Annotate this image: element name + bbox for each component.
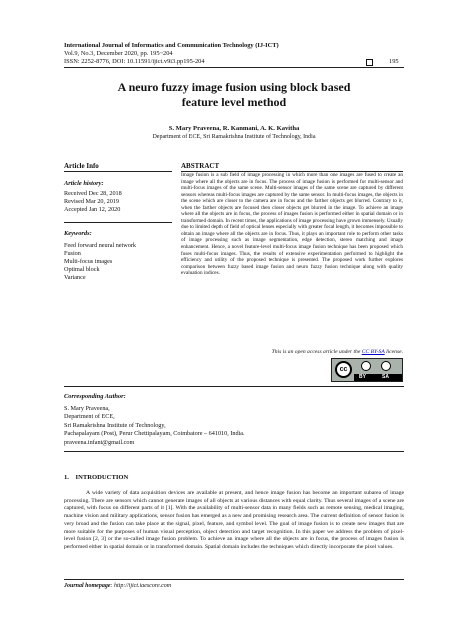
journal-name: International Journal of Informatics and Communication Technology (IJ-ICT) bbox=[64, 42, 279, 49]
title-line-2: feature level method bbox=[181, 94, 287, 109]
keyword: Optimal block bbox=[64, 266, 100, 273]
corresponding-top-rule bbox=[64, 386, 404, 387]
keyword: Fusion bbox=[64, 250, 81, 257]
introduction-text: A wide variety of data acquisition devices are available at present, and hence image fusion has become an important subarea of image processing. There are sensors which cannot generate images of all objects at various distances with equal clarity. Thus several images of a scene are captured, with focus on different parts of it [1]. With the availability of multi-sensor data in many fields such as remote sensing, medical imaging, machine vision and military applications, sensor fusion has emerged as a new and promising research area. The current definition of sensor fusion is very broad and the fusion can take place at the signal, pixel, feature, and symbol level. The goal of image fusion is to create new images that are more suitable for the purposes of human visual perception, object detection and target recognition. In this paper we address the problem of pixel-level fusion [2, 3] or the so-called image fusion problem. To achieve an image where all the objects are in focus, the process of images fusion is performed either in spatial domain or in transformed domain. Spatial domain includes the techniques which directly incorporate the pixel values. bbox=[64, 490, 404, 550]
author-department: Department of ECE, bbox=[64, 413, 115, 421]
introduction-heading: 1. INTRODUCTION bbox=[64, 474, 129, 481]
author-email[interactable]: praveena.infant@gmail.com bbox=[64, 438, 135, 446]
corresponding-heading: Corresponding Author: bbox=[64, 393, 126, 400]
corresponding-details bbox=[64, 405, 245, 447]
square-icon bbox=[366, 59, 373, 66]
corresponding-bottom-rule bbox=[64, 451, 404, 452]
authors: S. Mary Praveena, R. Kanmani, A. K. Kavitha bbox=[168, 125, 300, 132]
accepted-date: Accepted Jan 12, 2020 bbox=[64, 206, 121, 213]
keywords-list bbox=[64, 242, 136, 282]
cc-license-badge[interactable] bbox=[331, 358, 403, 382]
homepage-url[interactable]: : http://ijict.iaescore.com bbox=[110, 583, 172, 589]
affiliation: Department of ECE, Sri Ramakrishna Institute of Technology, India bbox=[152, 134, 316, 140]
keyword: Multi-focus images bbox=[64, 258, 113, 265]
homepage-label: Journal homepage bbox=[64, 583, 111, 589]
author-institute: Sri Ramakrishna Institute of Technology, bbox=[64, 421, 166, 429]
author-address: Pachapalayam (Post), Perur Chettipalayam, Coimbatore – 641010, India. bbox=[64, 430, 245, 438]
cc-logo-icon: cc bbox=[335, 361, 352, 378]
person-icon bbox=[361, 361, 371, 371]
journal-volume: Vol.9, No.3, December 2020, pp. 195~204 bbox=[64, 50, 173, 57]
article-history bbox=[64, 190, 122, 214]
page-number: 195 bbox=[389, 58, 399, 65]
history-rule bbox=[64, 222, 172, 223]
by-label: BY bbox=[359, 374, 366, 380]
revised-date: Revised Mar 20, 2019 bbox=[64, 198, 119, 205]
license-suffix: license. bbox=[384, 349, 403, 355]
share-alike-icon bbox=[381, 361, 391, 371]
keyword: Feed forward neural network bbox=[64, 242, 136, 249]
license-note bbox=[181, 349, 403, 355]
abstract-heading: ABSTRACT bbox=[181, 162, 220, 170]
received-date: Received Dec 28, 2018 bbox=[64, 190, 122, 197]
paper-title bbox=[64, 80, 404, 109]
history-label: Article history: bbox=[64, 180, 104, 187]
license-prefix: This is an open access article under the bbox=[271, 349, 362, 355]
keywords-label: Keywords: bbox=[64, 230, 92, 237]
article-info-rule bbox=[64, 171, 172, 172]
footer-rule bbox=[64, 579, 404, 580]
journal-homepage bbox=[64, 583, 171, 589]
article-info-heading: Article Info bbox=[64, 162, 99, 170]
keyword: Variance bbox=[64, 274, 86, 281]
license-link[interactable]: CC BY-SA bbox=[361, 349, 385, 355]
author-name: S. Mary Praveena, bbox=[64, 405, 110, 412]
header-rule bbox=[64, 67, 404, 68]
journal-issn: ISSN: 2252-8776, DOI: 10.11591/ijict.v9i3.pp195-204 bbox=[64, 58, 205, 65]
sa-label: SA bbox=[382, 374, 389, 380]
title-line-1: A neuro fuzzy image fusion using block based bbox=[117, 80, 351, 94]
abstract-text: Image fusion is a sub field of image processing in which more than one images are fused to create an image where all the objects are in focus. The process of image fusion is performed for multi-sensor and multi-focus images of the same scene. Multi-sensor images of the same scene are captured by different sensors whereas multi-focus images are captured by the same sensor. In multi-focus images, the objects in the scene which are closer to the camera are in focus and the farther objects get blurred. Contrary to it, when the farther objects are focused then closer objects get blurred in the image. To achieve an image where all the objects are in focus, the process of images fusion is performed either in spatial domain or in transformed domain. In recent times, the applications of image processing have grown immensely. Usually due to limited depth of field of optical lenses especially with greater focal length, it becomes impossible to obtain an image where all the objects are in focus. Thus, it plays an important role to perform other tasks of image processing such as image segmentation, edge detection, stereo matching and image enhancement. Hence, a novel feature-level multi-focus image fusion technique has been proposed which fuses multi-focus images. Thus, the results of extensive experimentation performed to highlight the efficiency and utility of the proposed technique is presented. The proposed work further explores comparison between fuzzy based image fusion and neuro fuzzy fusion technique along with quality evaluation indices. bbox=[181, 172, 403, 277]
